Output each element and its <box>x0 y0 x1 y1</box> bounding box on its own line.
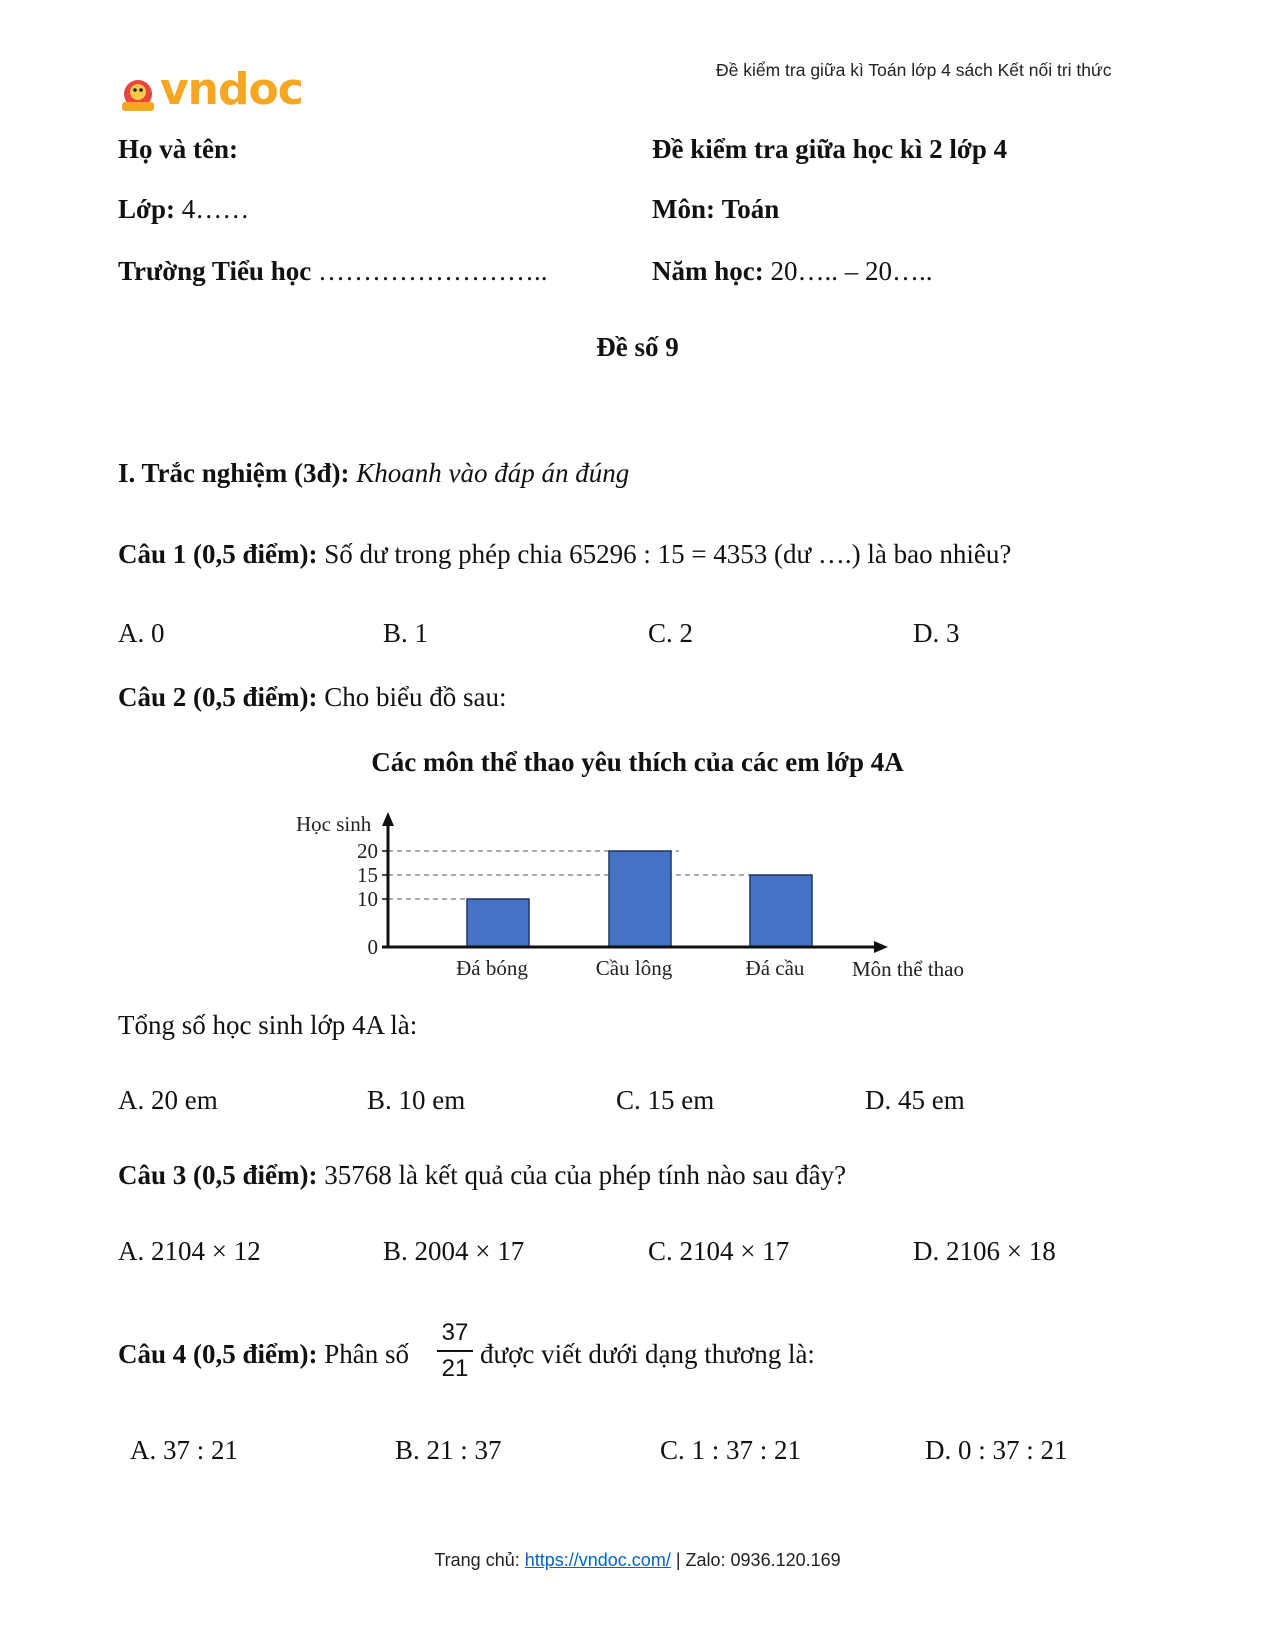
question-4-text-after: được viết dưới dạng thương là: <box>480 1339 815 1369</box>
school-label: Trường Tiểu học <box>118 256 312 286</box>
subject-label: Môn: <box>652 194 715 224</box>
chart-title: Các môn thể thao yêu thích của các em lớp 4A <box>371 747 904 777</box>
y-tick-label-0: 0 <box>367 935 378 959</box>
exam-title: Đề kiểm tra giữa học kì 2 lớp 4 <box>652 134 1008 164</box>
y-tick-label-10: 10 <box>357 887 378 911</box>
section-1-instruction: Khoanh vào đáp án đúng <box>356 458 630 488</box>
header-note: Đề kiểm tra giữa kì Toán lớp 4 sách Kết nối tri thức <box>716 60 1112 80</box>
fraction-bar <box>437 1350 473 1352</box>
q2-option-b[interactable]: B. 10 em <box>367 1085 466 1115</box>
question-4-before <box>118 1339 409 1370</box>
q4-option-d[interactable]: D. 0 : 37 : 21 <box>925 1435 1068 1465</box>
x-tick-label-3: Đá cầu <box>745 956 805 980</box>
question-2-label: Câu 2 (0,5 điểm): <box>118 682 318 712</box>
question-3 <box>118 1160 846 1191</box>
q1-option-b[interactable]: B. 1 <box>383 618 429 648</box>
question-1-text: Số dư trong phép chia 65296 : 15 = 4353 (dư ….) là bao nhiêu? <box>324 539 1012 569</box>
y-axis-label: Học sinh <box>296 812 372 836</box>
bar-2 <box>609 851 671 947</box>
year-label: Năm học: <box>652 256 764 286</box>
q1-option-c[interactable]: C. 2 <box>648 618 694 648</box>
x-axis-label: Môn thể thao <box>852 957 964 981</box>
footer-suffix: | Zalo: 0936.120.169 <box>675 1550 841 1570</box>
q3-option-b[interactable]: B. 2004 × 17 <box>383 1236 525 1266</box>
q1-option-d[interactable]: D. 3 <box>913 618 960 648</box>
fraction-37-21 <box>437 1318 473 1384</box>
q2-option-c[interactable]: C. 15 em <box>616 1085 715 1115</box>
chart-y-ticks <box>357 839 388 959</box>
q4-option-a[interactable]: A. 37 : 21 <box>130 1435 238 1465</box>
x-tick-label-2: Cầu lông <box>595 956 673 980</box>
bar-1 <box>467 899 529 947</box>
q3-option-c[interactable]: C. 2104 × 17 <box>648 1236 790 1266</box>
y-tick-label-15: 15 <box>357 863 378 887</box>
question-4-text-before: Phân số <box>324 1339 409 1369</box>
section-1-title: I. Trắc nghiệm (3đ): <box>118 458 350 488</box>
y-tick-label-20: 20 <box>357 839 378 863</box>
q3-option-a[interactable]: A. 2104 × 12 <box>118 1236 261 1266</box>
question-1-label: Câu 1 (0,5 điểm): <box>118 539 318 569</box>
fraction-numerator: 37 <box>441 1319 469 1346</box>
chart-gridlines <box>388 851 812 899</box>
school-value: …………………….. <box>317 256 548 286</box>
question-2-text: Cho biểu đồ sau: <box>324 682 507 712</box>
class-value: 4…… <box>181 194 250 224</box>
name-label: Họ và tên: <box>118 134 238 164</box>
footer-link[interactable]: https://vndoc.com/ <box>524 1550 671 1570</box>
subject-value: Toán <box>721 194 780 224</box>
x-tick-label-1: Đá bóng <box>456 956 528 980</box>
question-3-label: Câu 3 (0,5 điểm): <box>118 1160 318 1190</box>
exam-number: Đề số 9 <box>596 332 679 362</box>
q1-option-a[interactable]: A. 0 <box>118 618 165 648</box>
question-2-followup: Tổng số học sinh lớp 4A là: <box>118 1010 418 1040</box>
q3-option-d[interactable]: D. 2106 × 18 <box>913 1236 1056 1266</box>
q4-option-b[interactable]: B. 21 : 37 <box>395 1435 502 1465</box>
footer <box>0 1550 1275 1571</box>
bar-3 <box>750 875 812 947</box>
chart-x-labels <box>456 956 805 980</box>
footer-prefix: Trang chủ: <box>434 1550 520 1570</box>
year-value: 20….. – 20….. <box>770 256 933 286</box>
chart-bars <box>467 851 812 947</box>
logo-text: vndoc <box>160 64 303 115</box>
q2-option-a[interactable]: A. 20 em <box>118 1085 218 1115</box>
y-axis-arrow-icon <box>382 812 394 826</box>
class-label: Lớp: <box>118 194 175 224</box>
fraction-denominator: 21 <box>441 1355 469 1382</box>
question-4-label: Câu 4 (0,5 điểm): <box>118 1339 318 1369</box>
question-3-text: 35768 là kết quả của của phép tính nào sau đây? <box>324 1160 847 1190</box>
q4-option-c[interactable]: C. 1 : 37 : 21 <box>660 1435 802 1465</box>
q2-option-d[interactable]: D. 45 em <box>865 1085 965 1115</box>
x-axis-arrow-icon <box>874 941 888 953</box>
